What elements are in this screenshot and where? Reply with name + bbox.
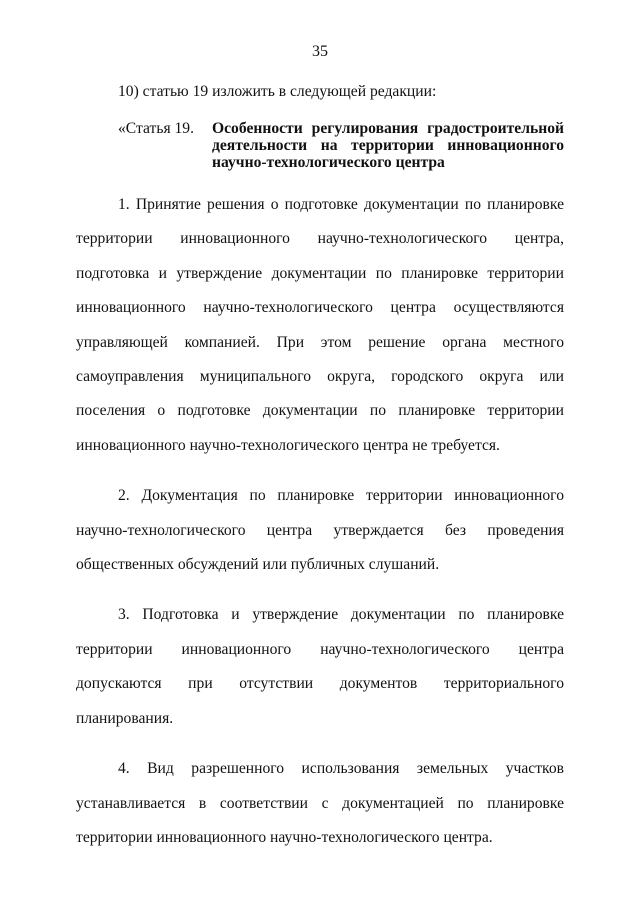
paragraph-2: 2. Документация по планировке территории инновационного научно-технологического центра утверждается без проведения общественных обсуждений или публичных слушаний. (76, 487, 564, 574)
paragraph-4: 4. Вид разрешенного использования земельных участков устанавливается в соответствии с документацией по планировке территории инновационного научно-технологического центра. (76, 760, 564, 846)
article-title: Особенности регулирования градостроительной деятельности на территории инновационного научно-технологического центра (212, 120, 564, 171)
article-heading (76, 120, 564, 171)
page-number: 35 (312, 43, 328, 60)
paragraph-1: 1. Принятие решения о подготовке документации по планировке территории инновационного научно-технологического центра, подготовка и утверждение документации по планировке территории инновационного научно-технологического центра осуществляются управляющей компанией. При этом решение органа местного самоуправления муниципального округа, городского округа или поселения о подготовке документации по планировке территории инновационного научно-технологического центра не требуется. (76, 196, 564, 454)
article-label: «Статья 19. (118, 120, 195, 137)
amendment-intro: 10) статью 19 изложить в следующей редакции: (118, 83, 437, 100)
paragraph-3: 3. Подготовка и утверждение документации по планировке территории инновационного научно-технологического центра допускаются при отсутствии документов территориального планирования. (76, 606, 564, 727)
document-body (76, 82, 564, 855)
